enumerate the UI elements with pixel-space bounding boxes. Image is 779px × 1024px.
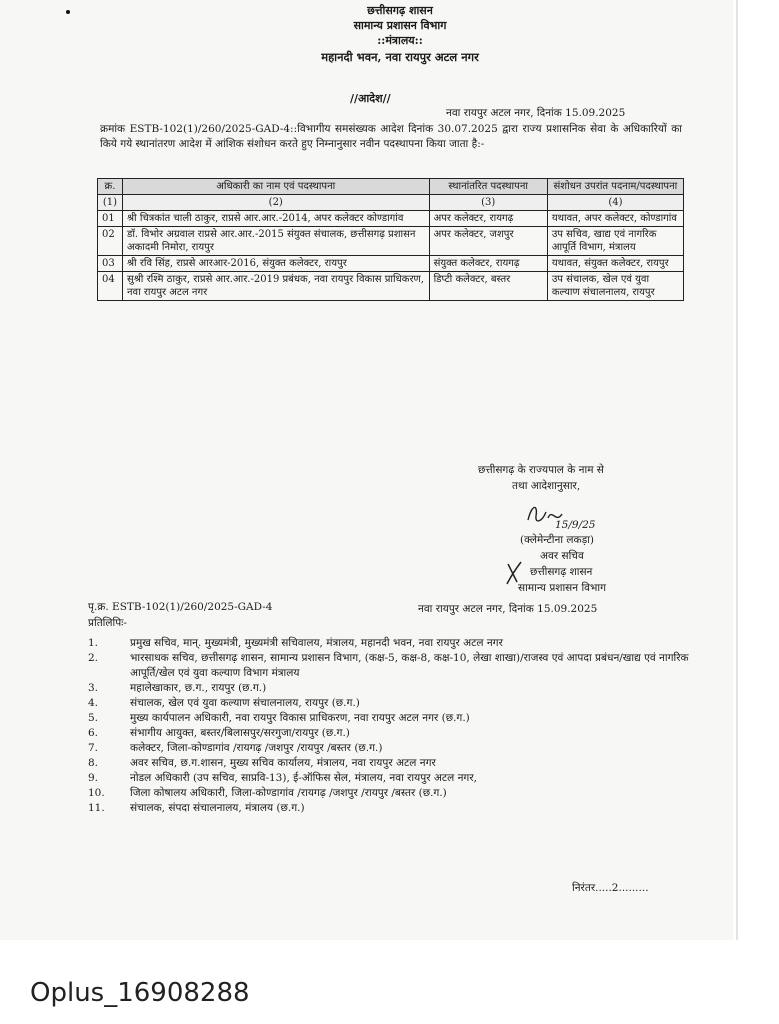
order-title: //आदेश// — [350, 92, 391, 105]
authority-line-2: तथा आदेशानुसार, — [512, 480, 581, 492]
posting-table — [97, 178, 684, 301]
list-item: 2. भारसाधक सचिव, छत्तीसगढ़ शासन, सामान्य प्रशासन विभाग, (कक्ष-5, कक्ष-8, कक्ष-10, लेखा शाखा)/राजस्व एवं आपदा प्रबंधन/खाद्य एवं नागरिक आपूर्ति/खेल एवं युवा कल्याण विभाग मंत्रालय — [88, 652, 689, 679]
table-colnum: (3) — [429, 195, 547, 211]
bullet-mark — [66, 10, 70, 14]
row-transferred: अपर कलेक्टर, रायगढ़ — [429, 211, 547, 227]
list-item: 6. संभागीय आयुक्त, बस्तर/बिलासपुर/सरगुजा/रायपुर (छ.ग.) — [88, 727, 350, 739]
row-sno: 02 — [98, 227, 123, 256]
copy-label: प्रतिलिपिः- — [88, 617, 127, 629]
row-revised: उप सचिव, खाद्य एवं नागरिक आपूर्ति विभाग, मंत्रालय — [547, 227, 683, 256]
table-header-revised: संशोधन उपरांत पदनाम/पदस्थापना — [547, 179, 683, 195]
row-officer: सुश्री रश्मि ठाकुर, राप्रसे आर.आर.-2019 प्रबंधक, नवा रायपुर विकास प्राधिकरण, नवा रायपुर अटल नगर — [122, 272, 429, 301]
signatory-designation: अवर सचिव — [540, 550, 584, 562]
table-colnum: (1) — [98, 195, 123, 211]
right-margin — [733, 0, 779, 940]
endorsement-ref: पृ.क्र. ESTB-102(1)/260/2025-GAD-4 — [88, 601, 273, 613]
table-row — [98, 227, 684, 256]
table-header-sno: क्र. — [98, 179, 123, 195]
copy-list — [88, 636, 698, 816]
row-sno: 04 — [98, 272, 123, 301]
list-item: 8. अवर सचिव, छ.ग.शासन, मुख्य सचिव कार्यालय, मंत्रालय, नवा रायपुर अटल नगर — [88, 757, 436, 769]
list-item: 4. संचालक, खेल एवं युवा कल्याण संचालनालय, रायपुर (छ.ग.) — [88, 697, 360, 709]
row-revised: यथावत, अपर कलेक्टर, कोण्डागांव — [547, 211, 683, 227]
row-transferred: संयुक्त कलेक्टर, रायगढ़ — [429, 256, 547, 272]
row-sno: 03 — [98, 256, 123, 272]
header-ministry: ::मंत्रालय:: — [377, 34, 423, 47]
table-colnum: (2) — [122, 195, 429, 211]
signatory-department: सामान्य प्रशासन विभाग — [518, 582, 607, 594]
list-item: 11. संचालक, संपदा संचालनालय, मंत्रालय (छ.ग.) — [88, 802, 305, 814]
list-item: 10. जिला कोषालय अधिकारी, जिला-कोण्डागांव /रायगढ़ /जशपुर /रायपुर /बस्तर (छ.ग.) — [88, 787, 447, 799]
page-edge-divider — [736, 0, 738, 940]
row-revised: यथावत, संयुक्त कलेक्टर, रायपुर — [547, 256, 683, 272]
table-row — [98, 272, 684, 301]
list-item: 9. नोडल अधिकारी (उप सचिव, साप्रवि-13), ई-ऑफिस सेल, मंत्रालय, नवा रायपुर अटल नगर, — [88, 772, 477, 784]
order-body-text: क्रमांक ESTB-102(1)/260/2025-GAD-4::विभागीय समसंख्यक आदेश दिनांक 30.07.2025 द्वारा राज्य प्रशासनिक सेवा के अधिकारियों का किये गये स्थानांतरण आदेश में आंशिक संशोधन करते हुए निम्नानुसार नवीन पदस्थापना किया जाता है:- — [100, 123, 682, 150]
photo-watermark-label: Oplus_16908288 — [30, 978, 250, 1008]
row-officer: डॉ. विभोर अग्रवाल राप्रसे आर.आर.-2015 संयुक्त संचालक, छत्तीसगढ़ प्रशासन अकादमी निमोरा, रायपुर — [122, 227, 429, 256]
table-row — [98, 256, 684, 272]
authority-line-1: छत्तीसगढ़ के राज्यपाल के नाम से — [478, 464, 604, 476]
signature-date: 15/9/25 — [555, 519, 596, 531]
endorsement-date: नवा रायपुर अटल नगर, दिनांक 15.09.2025 — [418, 603, 598, 615]
header-govt: छत्तीसगढ़ शासन — [367, 4, 433, 17]
list-item: 3. महालेखाकार, छ.ग., रायपुर (छ.ग.) — [88, 682, 267, 694]
row-revised: उप संचालक, खेल एवं युवा कल्याण संचालनालय, रायपुर — [547, 272, 683, 301]
list-item: 5. मुख्य कार्यपालन अधिकारी, नवा रायपुर विकास प्राधिकरण, नवा रायपुर अटल नगर (छ.ग.) — [88, 712, 470, 724]
list-item: 7. कलेक्टर, जिला-कोण्डागांव /रायगढ़ /जशपुर /रायपुर /बस्तर (छ.ग.) — [88, 742, 383, 754]
table-header-officer: अधिकारी का नाम एवं पदस्थापना — [122, 179, 429, 195]
header-address: महानदी भवन, नवा रायपुर अटल नगर — [321, 50, 479, 64]
row-sno: 01 — [98, 211, 123, 227]
row-transferred: डिप्टी कलेक्टर, बस्तर — [429, 272, 547, 301]
table-row — [98, 211, 684, 227]
row-transferred: अपर कलेक्टर, जशपुर — [429, 227, 547, 256]
row-officer: श्री रवि सिंह, राप्रसे आरआर-2016, संयुक्त कलेक्टर, रायपुर — [122, 256, 429, 272]
signatory-name: (क्लेमेन्टीना लकड़ा) — [520, 534, 595, 546]
order-place-date: नवा रायपुर अटल नगर, दिनांक 15.09.2025 — [446, 107, 626, 119]
continued-marker: निरंतर.....2......... — [572, 882, 649, 894]
list-item: 1. प्रमुख सचिव, मान्. मुख्यमंत्री, मुख्यमंत्री सचिवालय, मंत्रालय, महानदी भवन, नवा रायपुर अटल नगर — [88, 637, 503, 649]
table-colnum: (4) — [547, 195, 683, 211]
header-department: सामान्य प्रशासन विभाग — [353, 19, 447, 32]
row-officer: श्री चित्रकांत चाली ठाकुर, राप्रसे आर.आर.-2014, अपर कलेक्टर कोण्डागांव — [122, 211, 429, 227]
table-header-transferred: स्थानांतरित पदस्थापना — [429, 179, 547, 195]
signatory-govt: छत्तीसगढ़ शासन — [530, 566, 593, 578]
